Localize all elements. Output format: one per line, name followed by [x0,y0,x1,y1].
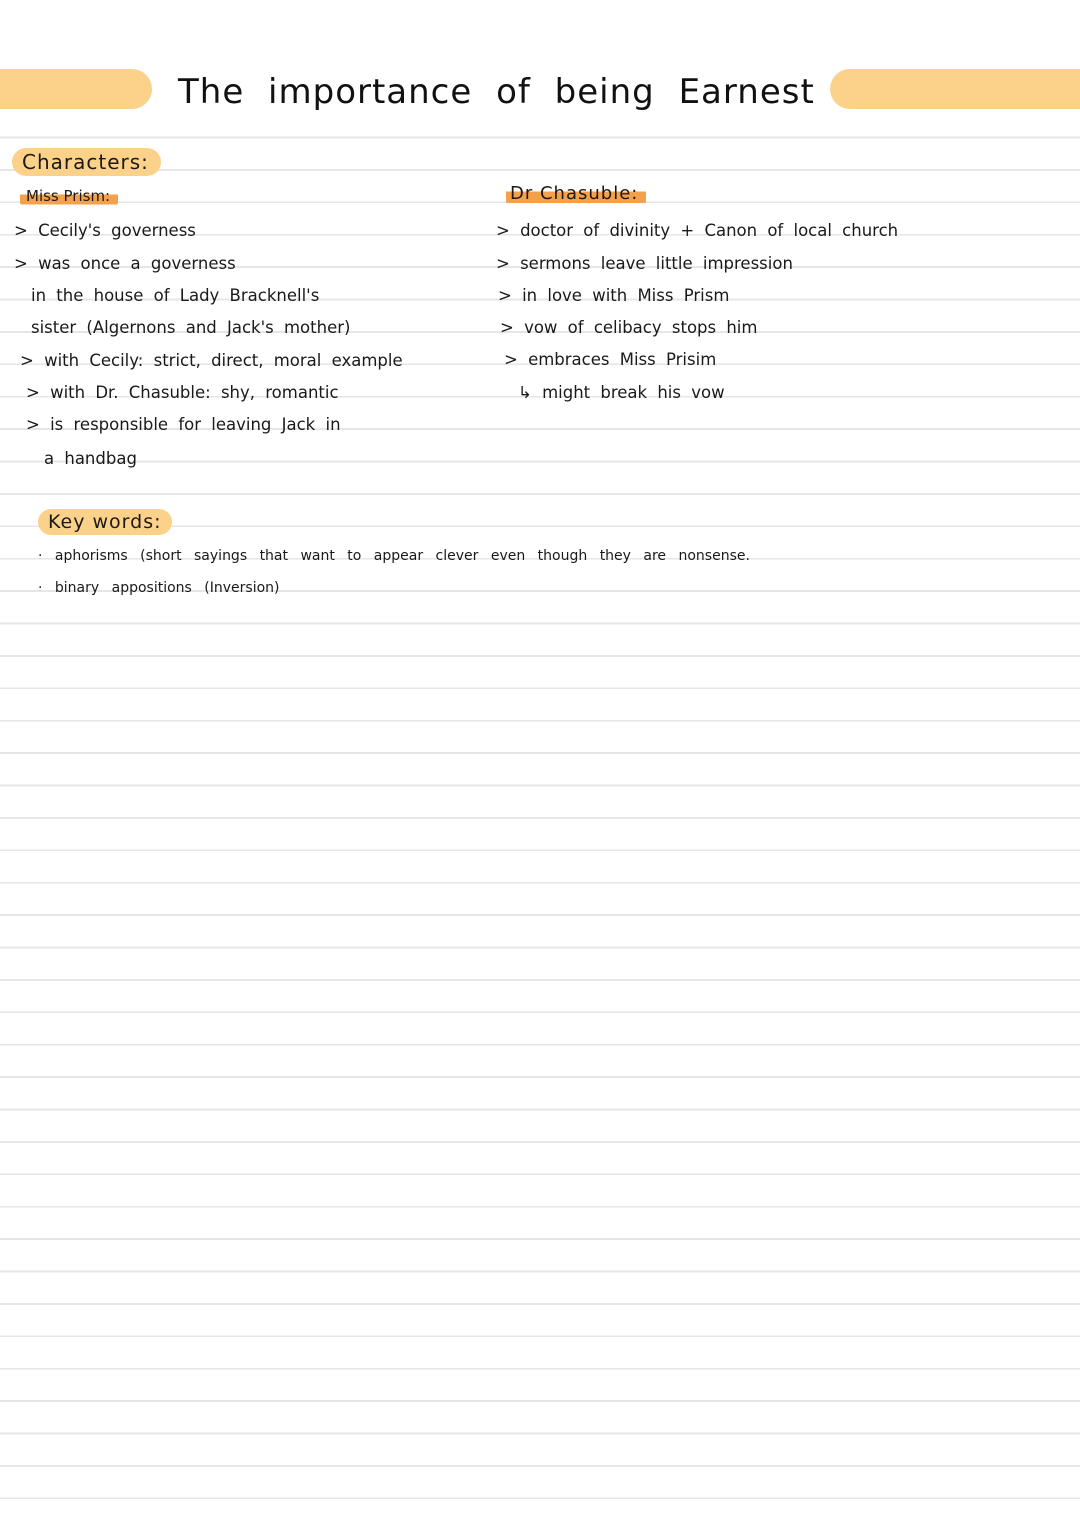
key-word-item: · aphorisms (short sayings that want to appear clever even though they are nonsense. [38,548,750,564]
title-highlight-left [0,69,152,109]
dr-chasuble-note: ↳ might break his vow [518,383,725,402]
miss-prism-heading: Miss Prism: [20,186,118,206]
miss-prism-note: a handbag [44,449,137,468]
miss-prism-note: > is responsible for leaving Jack in [26,415,341,434]
dr-chasuble-note: > doctor of divinity + Canon of local church [496,221,899,240]
title-highlight-right [830,69,1080,109]
dr-chasuble-note: > vow of celibacy stops him [500,318,758,337]
miss-prism-note: > with Dr. Chasuble: shy, romantic [26,383,339,402]
dr-chasuble-note: > sermons leave little impression [496,254,793,273]
miss-prism-note: > was once a governess [14,254,236,273]
miss-prism-note: > with Cecily: strict, direct, moral example [20,351,403,370]
miss-prism-note: > Cecily's governess [14,221,196,240]
dr-chasuble-note: > in love with Miss Prism [498,286,730,305]
characters-heading: Characters: [12,148,161,176]
key-words-heading: Key words: [38,509,172,535]
miss-prism-note: in the house of Lady Bracknell's [31,286,320,305]
page-title: The importance of being Earnest [178,72,815,112]
dr-chasuble-note: > embraces Miss Prisim [504,350,717,369]
key-word-item: · binary appositions (Inversion) [38,580,280,596]
miss-prism-note: sister (Algernons and Jack's mother) [31,318,351,337]
dr-chasuble-heading: Dr Chasuble: [506,182,646,205]
